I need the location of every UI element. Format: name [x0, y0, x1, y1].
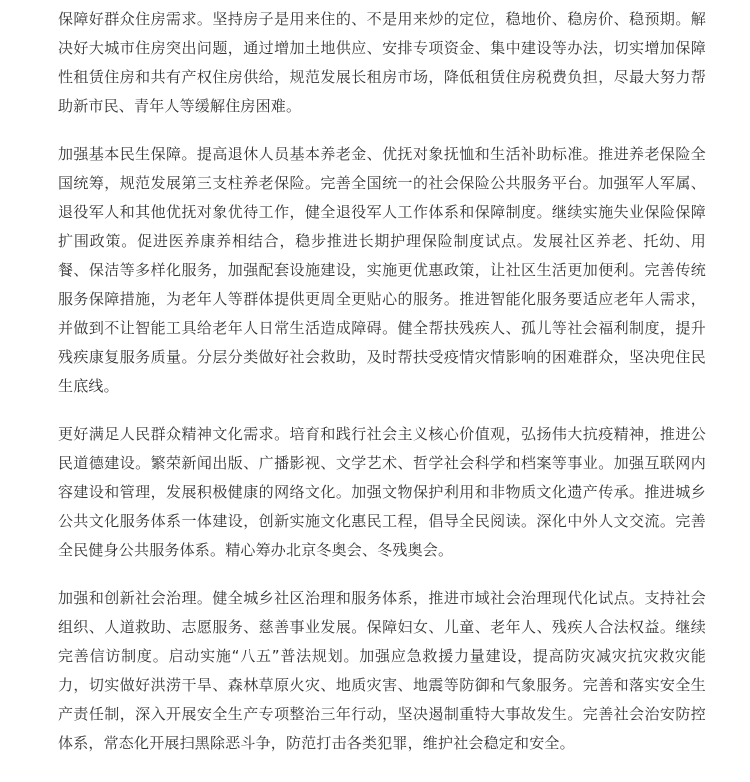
paragraph-social-governance: 加强和创新社会治理。健全城乡社区治理和服务体系，推进市域社会治理现代化试点。支持社会组织、人道救助、志愿服务、慈善事业发展。保障妇女、儿童、老年人、残疾人合法权益。继续完善信访制度。启动实施“八五”普法规划。加强应急救援力量建设，提高防灾减灾抗灾救灾能力，切实做好洪涝干旱、森林草原火灾、地质灾害、地震等防御和气象服务。完善和落实安全生产责任制，深入开展安全生产专项整治三年行动，坚决遏制重特大事故发生。完善社会治安防控体系，常态化开展扫黑除恶斗争，防范打击各类犯罪，维护社会稳定和安全。: [58, 589, 706, 752]
paragraph-livelihood-security: 加强基本民生保障。提高退休人员基本养老金、优抚对象抚恤和生活补助标准。推进养老保险全国统筹，规范发展第三支柱养老保险。完善全国统一的社会保险公共服务平台。加强军人军属、退役军人和其他优抚对象优待工作，健全退役军人工作体系和保障制度。继续实施失业保险保障扩围政策。促进医养康养相结合，稳步推进长期护理保险制度试点。发展社区养老、托幼、用餐、保洁等多样化服务，加强配套设施建设，实施更优惠政策，让社区生活更加便利。完善传统服务保障措施，为老年人等群体提供更周全更贴心的服务。推进智能化服务要适应老年人需求，并做到不让智能工具给老年人日常生活造成障碍。健全帮扶残疾人、孤儿等社会福利制度，提升残疾康复服务质量。分层分类做好社会救助，及时帮扶受疫情灾情影响的困难群众，坚决兜住民生底线。: [58, 145, 706, 395]
paragraph-housing: 保障好群众住房需求。坚持房子是用来住的、不是用来炒的定位，稳地价、稳房价、稳预期。解决好大城市住房突出问题，通过增加土地供应、安排专项资金、集中建设等办法，切实增加保障性租赁住房和共有产权住房供给，规范发展长租房市场，降低租赁住房税费负担，尽最大努力帮助新市民、青年人等缓解住房困难。: [58, 10, 706, 115]
paragraph-culture: 更好满足人民群众精神文化需求。培育和践行社会主义核心价值观，弘扬伟大抗疫精神，推进公民道德建设。繁荣新闻出版、广播影视、文学艺术、哲学社会科学和档案等事业。加强互联网内容建设和管理，发展积极健康的网络文化。加强文物保护利用和非物质文化遗产传承。推进城乡公共文化服务体系一体建设，创新实施文化惠民工程，倡导全民阅读。深化中外人文交流。完善全民健身公共服务体系。精心筹办北京冬奥会、冬残奥会。: [58, 425, 706, 559]
article-body: [58, 0, 706, 758]
